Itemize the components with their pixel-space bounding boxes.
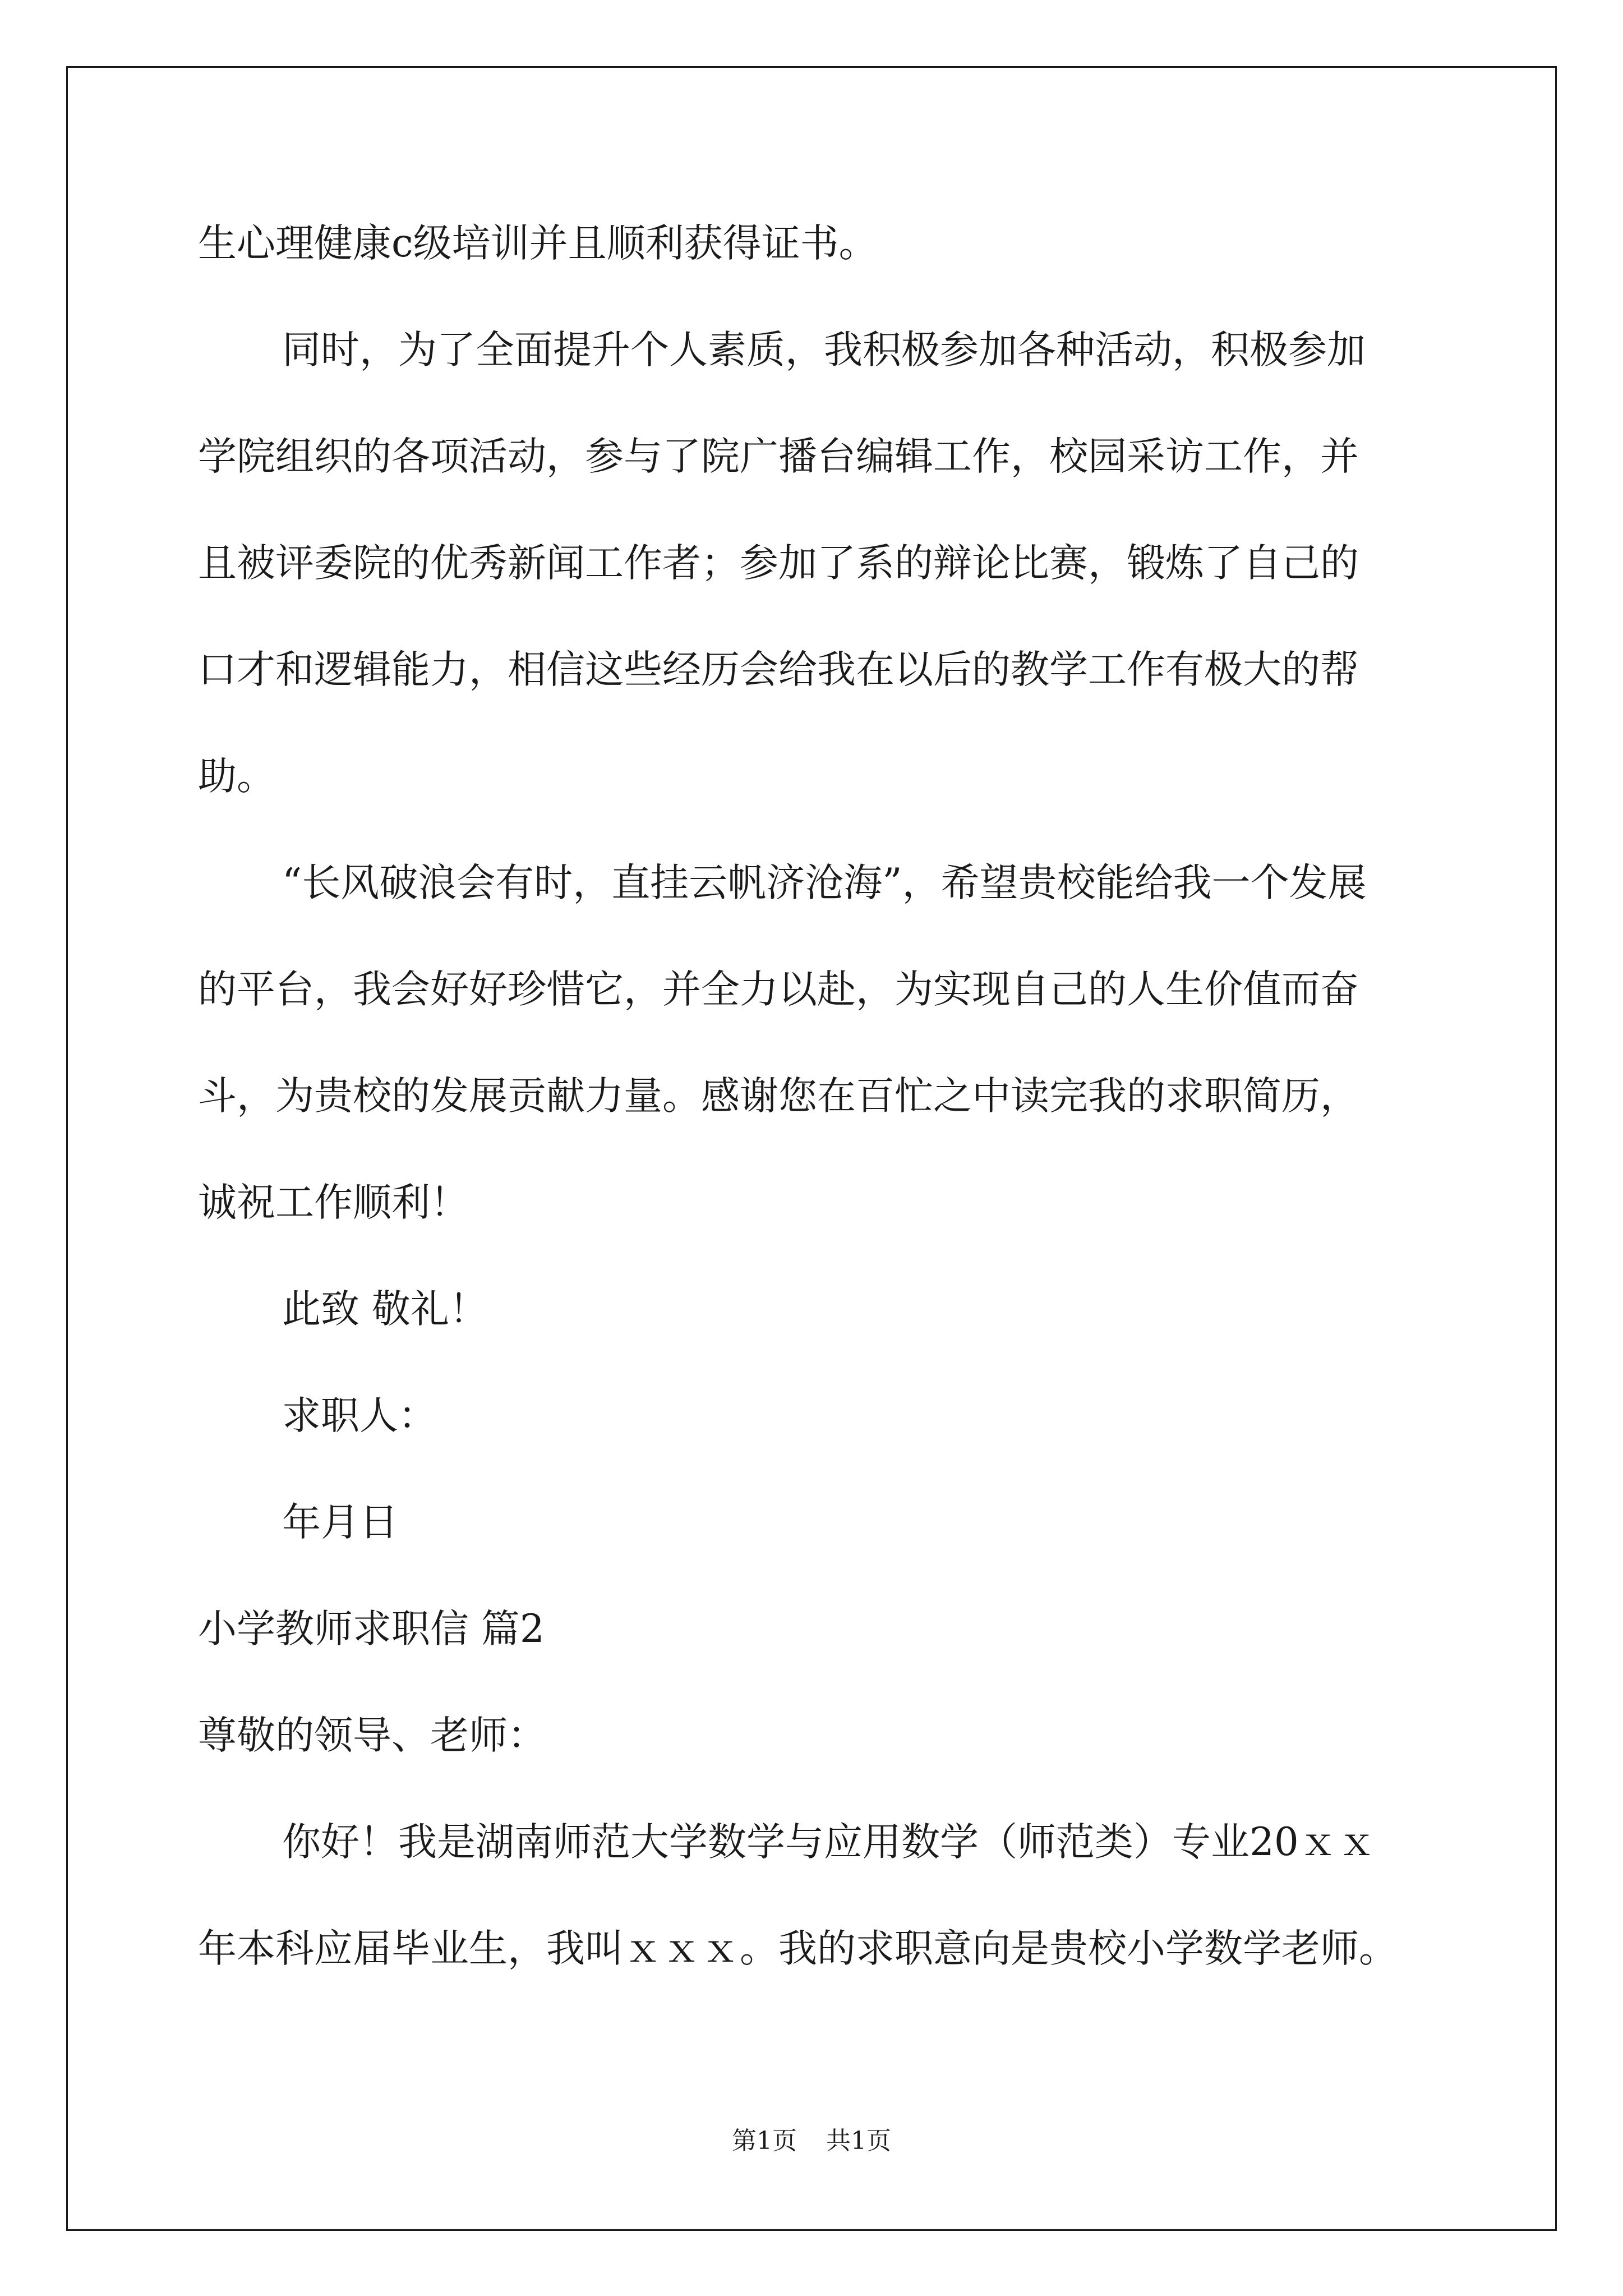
page-border (66, 66, 1557, 2231)
paragraph-line: 你好！我是湖南师范大学数学与应用数学（师范类）专业20ｘｘ (282, 1820, 1376, 1865)
paragraph-line: “长风破浪会有时，直挂云帆济沧海”，希望贵校能给我一个发展 (282, 861, 1367, 905)
page-footer (0, 2120, 1623, 2156)
paragraph-line: 生心理健康c级培训并且顺利获得证书。 (198, 221, 878, 266)
paragraph-line: 且被评委院的优秀新闻工作者；参加了系的辩论比赛，锻炼了自己的 (198, 541, 1359, 586)
paragraph-line: 学院组织的各项活动，参与了院广播台编辑工作，校园采访工作，并 (198, 434, 1359, 479)
page-number: 第1页 (732, 2127, 797, 2155)
paragraph-line: 斗，为贵校的发展贡献力量。感谢您在百忙之中读完我的求职简历， (198, 1074, 1359, 1119)
date-line: 年月日 (282, 1500, 398, 1545)
paragraph-line: 口才和逻辑能力，相信这些经历会给我在以后的教学工作有极大的帮 (198, 647, 1359, 692)
paragraph-line: 同时，为了全面提升个人素质，我积极参加各种活动，积极参加 (282, 328, 1366, 372)
section-heading: 小学教师求职信 篇2 (198, 1607, 545, 1651)
paragraph-line: 年本科应届毕业生，我叫ｘｘｘ。我的求职意向是贵校小学数学老师。 (198, 1926, 1398, 1971)
paragraph-line: 的平台，我会好好珍惜它，并全力以赴，为实现自己的人生价值而奋 (198, 967, 1359, 1012)
paragraph-line: 诚祝工作顺利！ (198, 1180, 469, 1225)
applicant-label: 求职人： (282, 1393, 437, 1438)
greeting: 尊敬的领导、老师： (198, 1713, 546, 1758)
closing-salutation: 此致 敬礼！ (282, 1287, 488, 1332)
page-total: 共1页 (826, 2127, 891, 2155)
paragraph-line: 助。 (198, 754, 275, 799)
